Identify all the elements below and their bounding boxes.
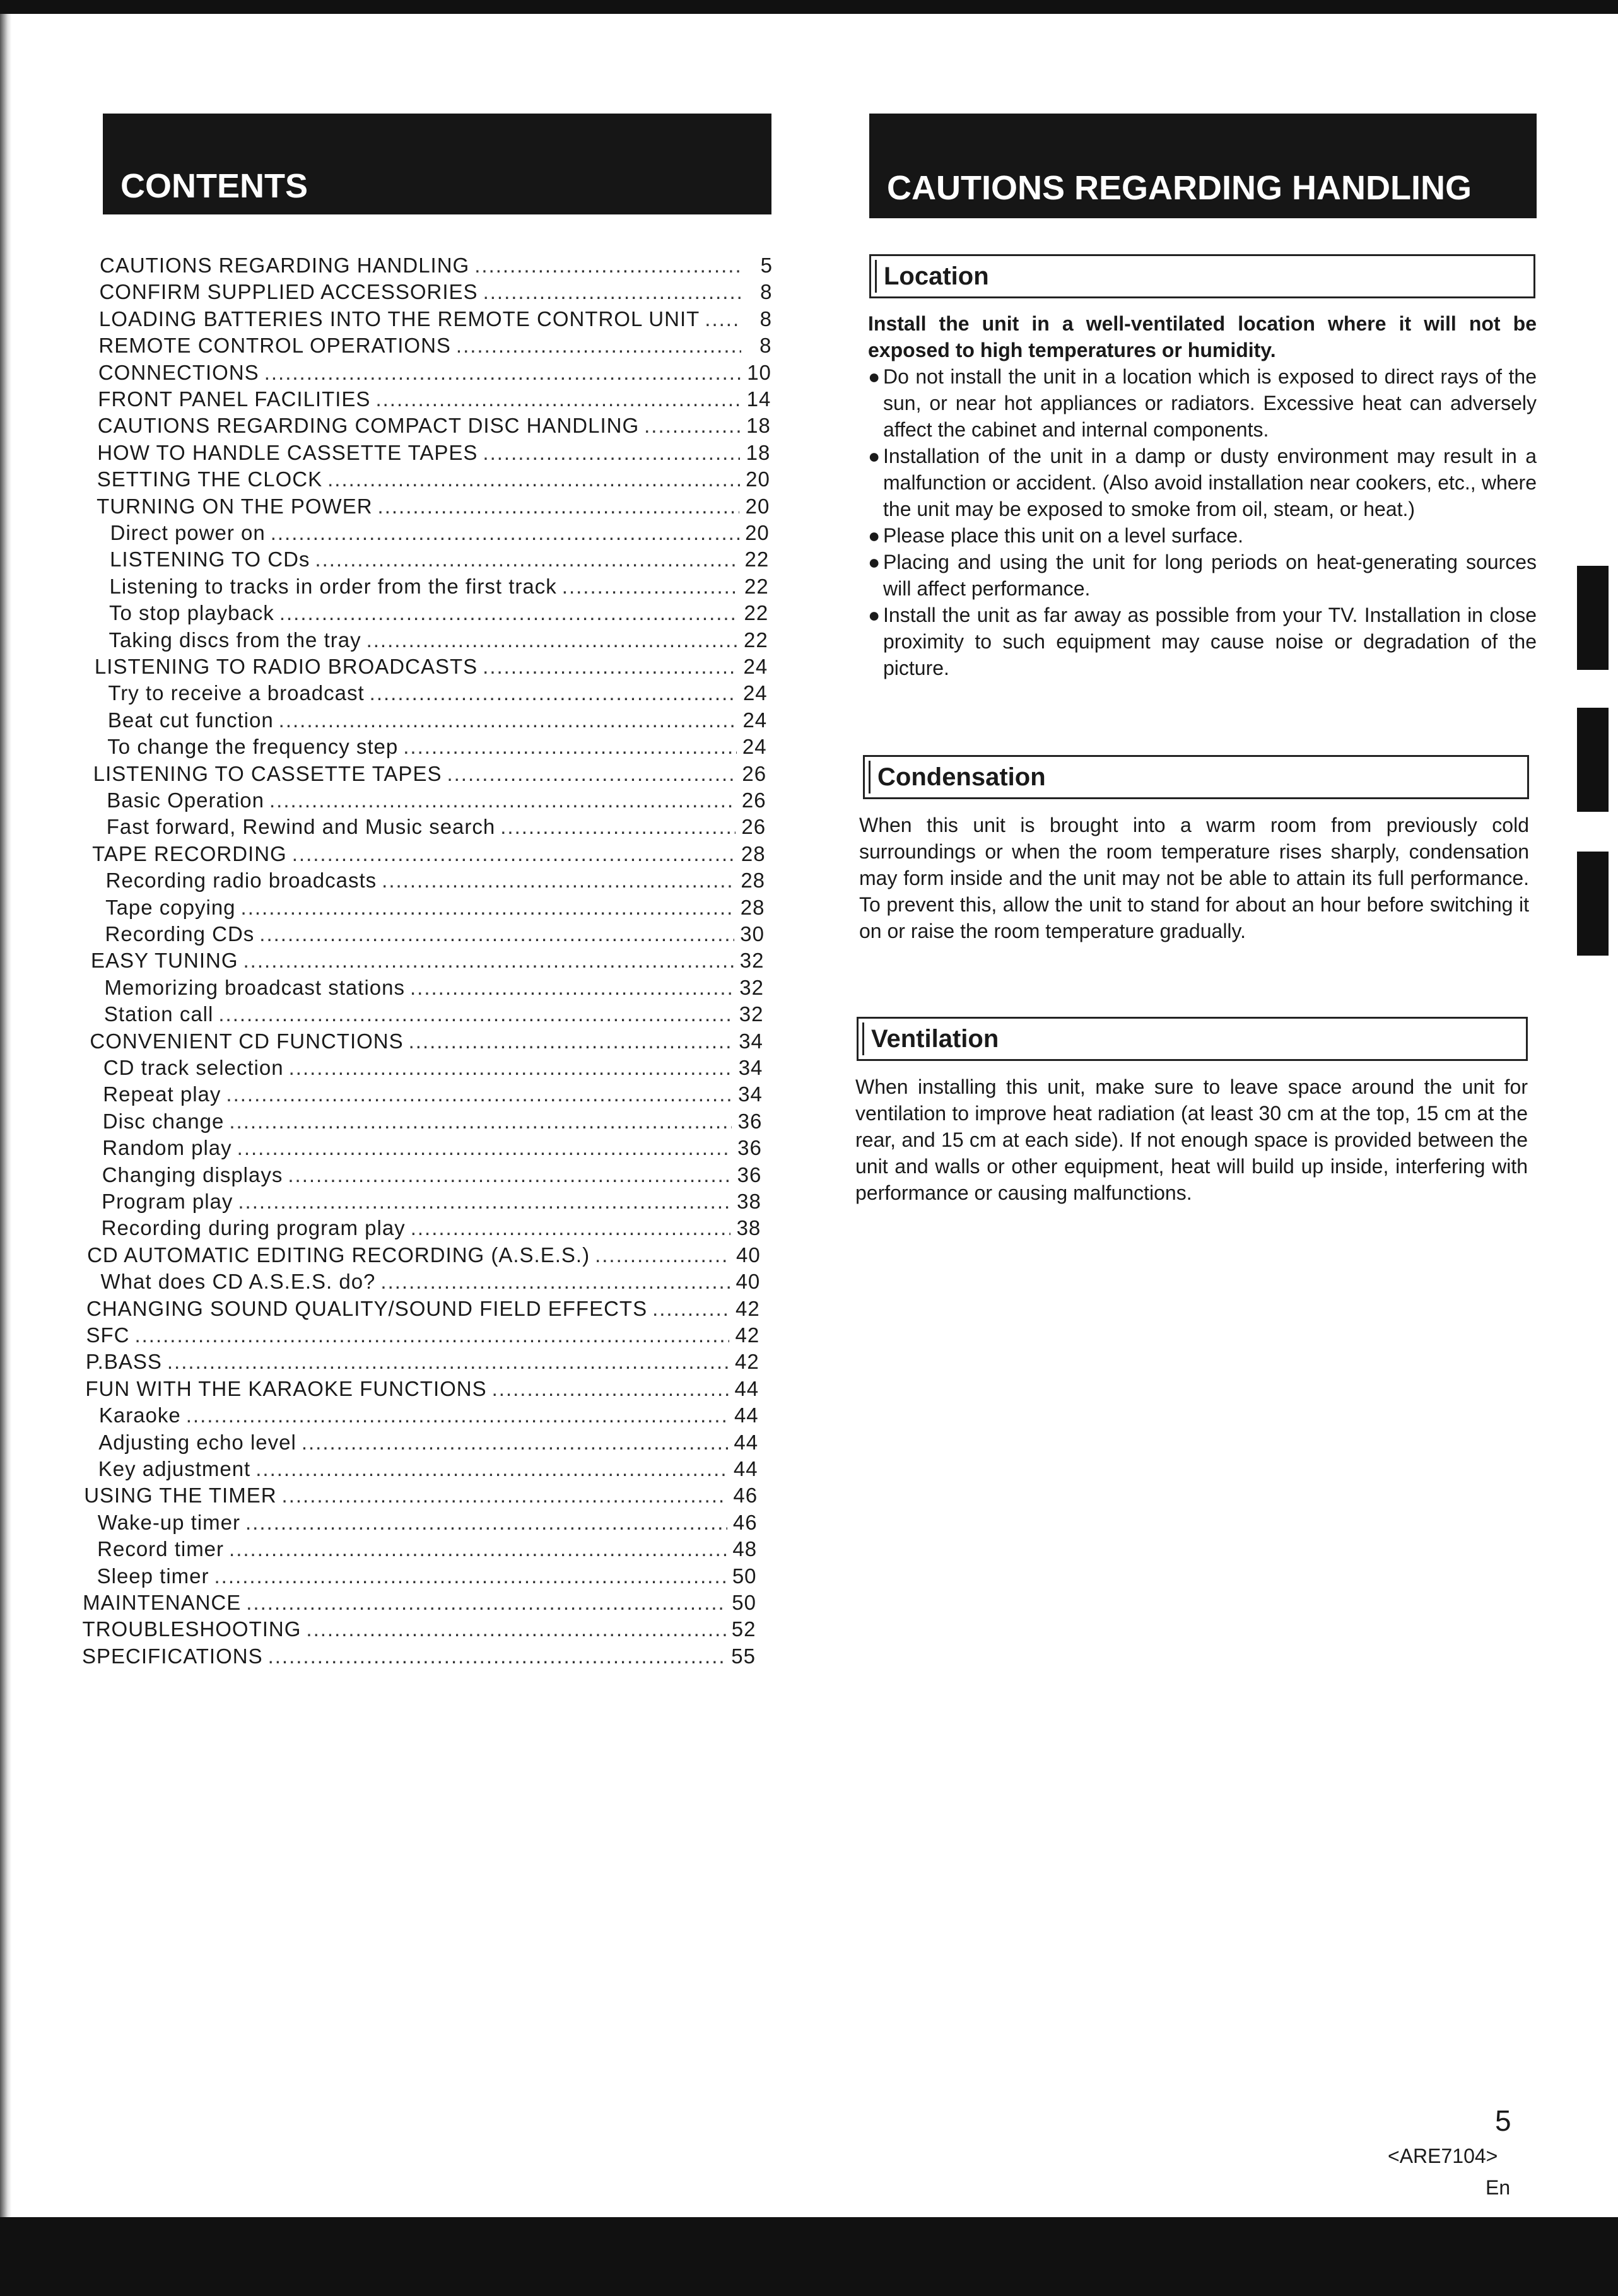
dot-leader (186, 1402, 729, 1429)
contents-header (103, 114, 771, 214)
bottom-edge-bar (0, 2217, 1618, 2296)
contents-item (98, 332, 771, 359)
contents-item (83, 1616, 756, 1643)
contents-item-page: 20 (745, 521, 770, 544)
scan-left-edge (0, 14, 11, 2217)
contents-item-title: Record timer (97, 1537, 225, 1561)
dot-leader (246, 1590, 726, 1616)
contents-item-title: TURNING ON THE POWER (97, 494, 373, 518)
dot-leader (366, 627, 738, 653)
contents-item-title: Key adjustment (98, 1457, 251, 1480)
contents-item-title: HOW TO HANDLE CASSETTE TAPES (97, 440, 478, 464)
contents-item-title: FUN WITH THE KARAOKE FUNCTIONS (85, 1376, 487, 1400)
contents-item-page: 26 (741, 788, 766, 812)
ventilation-text: When installing this unit, make sure to leave space around the unit for ventilation to improve heat radiation (at least 30 cm at the top, 15 cm at the rear, and 15 cm at each side). If not enough space is provided between the unit and walls or other equipment, heat will build up inside, interfering with performance or causing malfunctions. (855, 1075, 1528, 1204)
contents-item (93, 761, 766, 787)
contents-item-title: Disc change (102, 1109, 225, 1133)
contents-item-page: 34 (739, 1029, 763, 1053)
contents-item-title: Try to receive a broadcast (108, 681, 365, 705)
contents-item (107, 814, 766, 840)
contents-item-page: 26 (742, 761, 767, 785)
contents-item-page: 24 (742, 681, 768, 705)
contents-item-title: Station call (103, 1002, 214, 1026)
dot-leader (382, 867, 735, 894)
contents-item-page: 34 (738, 1082, 763, 1106)
contents-item-page: 32 (739, 975, 764, 999)
contents-item-title: CAUTIONS REGARDING COMPACT DISC HANDLING (97, 414, 640, 438)
contents-item-page: 24 (742, 708, 768, 732)
contents-item (107, 787, 766, 814)
contents-item (108, 680, 767, 706)
dot-leader (271, 520, 739, 546)
contents-item-page: 44 (733, 1457, 758, 1480)
contents-item-title: Direct power on (110, 521, 266, 544)
contents-item (99, 279, 772, 305)
contents-item-page: 8 (759, 307, 772, 331)
contents-item-title: To stop playback (109, 601, 274, 625)
contents-item-title: CONVENIENT CD FUNCTIONS (90, 1029, 404, 1053)
contents-item-page: 30 (740, 922, 765, 946)
contents-item-page: 18 (746, 440, 771, 464)
contents-item-title: Taking discs from the tray (108, 628, 361, 652)
contents-item (103, 1081, 763, 1108)
contents-item-title: Program play (102, 1190, 233, 1213)
contents-item (103, 1055, 763, 1081)
contents-item (106, 867, 765, 894)
contents-item-title: LISTENING TO CDs (110, 548, 310, 571)
dot-leader (288, 1162, 731, 1188)
contents-item-page: 42 (735, 1323, 760, 1347)
dot-leader (595, 1242, 730, 1268)
contents-item-page: 24 (743, 655, 768, 678)
contents-item-page: 38 (736, 1216, 761, 1240)
dot-leader (292, 841, 736, 867)
contents-item-page: 18 (746, 414, 771, 438)
dot-leader (302, 1429, 728, 1456)
location-section (868, 310, 1537, 681)
contents-item-page: 24 (742, 735, 767, 759)
contents-item-page: 50 (732, 1564, 757, 1588)
contents-item-title: REMOTE CONTROL OPERATIONS (98, 334, 451, 358)
section-tab (1577, 566, 1609, 670)
contents-item-page: 28 (741, 869, 766, 893)
dot-leader (410, 975, 734, 1001)
contents-item-page: 26 (741, 815, 766, 839)
contents-item-page: 40 (736, 1243, 761, 1267)
dot-leader (167, 1349, 729, 1375)
contents-item-title: CAUTIONS REGARDING HANDLING (100, 254, 470, 277)
contents-item-title: Changing displays (102, 1163, 283, 1186)
contents-item-title: CHANGING SOUND QUALITY/SOUND FIELD EFFECTS (86, 1296, 648, 1320)
contents-item-title: LISTENING TO RADIO BROADCASTS (94, 655, 478, 678)
dot-leader (483, 653, 737, 680)
dot-leader (306, 1616, 725, 1643)
model-code: <ARE7104> (1388, 2145, 1498, 2167)
dot-leader (370, 680, 737, 706)
contents-item-page: 42 (734, 1350, 759, 1374)
dot-leader (492, 1376, 729, 1402)
ventilation-heading-label: Ventilation (871, 1024, 999, 1053)
contents-item-page: 44 (734, 1403, 759, 1427)
dot-leader (644, 413, 741, 439)
contents-item (87, 1242, 761, 1268)
contents-item-title: Recording during program play (101, 1216, 406, 1240)
dot-leader (500, 814, 736, 840)
condensation-heading (863, 755, 1529, 799)
contents-item-title: Memorizing broadcast stations (104, 975, 405, 999)
dot-leader (245, 1509, 727, 1536)
contents-item (98, 1456, 758, 1482)
contents-item-title: LOADING BATTERIES INTO THE REMOTE CONTROL UNIT (98, 307, 700, 331)
contents-item-title: Listening to tracks in order from the first track (109, 574, 557, 598)
dot-leader (483, 279, 742, 305)
contents-item (83, 1590, 756, 1616)
contents-item-title: FRONT PANEL FACILITIES (98, 387, 371, 411)
dot-leader (237, 1135, 732, 1161)
dot-leader (375, 386, 741, 413)
contents-item (90, 1028, 763, 1055)
contents-item (86, 1322, 759, 1349)
location-heading (869, 254, 1535, 298)
contents-item (99, 306, 772, 332)
contents-item (92, 841, 765, 867)
bullet-icon: ● (868, 524, 881, 547)
dot-leader (214, 1563, 727, 1590)
contents-item-page: 20 (745, 494, 770, 518)
contents-item-title: CONFIRM SUPPLIED ACCESSORIES (99, 280, 478, 304)
contents-item (110, 573, 769, 600)
contents-item-title: Random play (102, 1136, 232, 1160)
bullet-icon: ● (868, 551, 881, 573)
contents-item (110, 520, 770, 546)
contents-item (97, 1563, 757, 1590)
contents-item-page: 14 (746, 387, 771, 411)
contents-item-title: Sleep timer (97, 1564, 209, 1588)
contents-item (98, 1429, 758, 1456)
contents-item-page: 22 (744, 628, 768, 652)
dot-leader (652, 1296, 730, 1322)
contents-item (91, 947, 765, 974)
contents-item (98, 360, 771, 386)
dot-leader (447, 761, 736, 787)
contents-item (98, 1509, 758, 1536)
contents-item-title: Repeat play (103, 1082, 221, 1106)
contents-item-title: P.BASS (85, 1350, 162, 1374)
contents-item (105, 894, 765, 921)
contents-item (84, 1482, 758, 1509)
location-bullet (868, 443, 1537, 522)
contents-item (108, 707, 767, 734)
dot-leader (562, 573, 739, 600)
section-tab (1577, 852, 1609, 956)
contents-item-title: LISTENING TO CASSETTE TAPES (93, 761, 442, 785)
contents-item (82, 1643, 756, 1670)
contents-item (98, 413, 771, 439)
dot-leader (259, 921, 734, 947)
dot-leader (409, 1028, 733, 1055)
contents-item-page: 22 (744, 574, 769, 598)
dot-leader (279, 600, 738, 626)
location-bullet (868, 549, 1537, 602)
location-bullet-text: Install the unit as far away as possible from your TV. Installation in close proximity to such equipment may cause noise or degradation of the picture. (883, 604, 1537, 679)
contents-item-page: 8 (759, 334, 772, 358)
bullet-icon: ● (868, 604, 881, 626)
contents-item (101, 1268, 761, 1295)
location-bullet-text: Do not install the unit in a location which is exposed to direct rays of the sun, or near hot appliances or radiators. Excessive heat can adversely affect the cabinet and internal components. (883, 365, 1537, 441)
contents-item-page: 42 (736, 1296, 760, 1320)
dot-leader (456, 332, 742, 359)
contents-item-title: Karaoke (98, 1403, 181, 1427)
contents-item-title: Basic Operation (107, 788, 265, 812)
dot-leader (380, 1268, 730, 1295)
contents-item-page: 46 (733, 1484, 758, 1508)
dot-leader (264, 360, 741, 386)
dot-leader (403, 734, 736, 760)
bullet-icon: ● (868, 445, 881, 467)
location-bullet (868, 602, 1537, 681)
contents-item-page: 48 (732, 1537, 758, 1561)
contents-item (103, 1108, 763, 1135)
contents-item (108, 627, 768, 653)
contents-item (95, 653, 768, 680)
contents-item-page: 46 (732, 1510, 758, 1534)
dot-leader (268, 1643, 725, 1670)
contents-item (104, 1001, 764, 1028)
dot-leader (279, 707, 737, 734)
condensation-heading-label: Condensation (877, 763, 1046, 791)
contents-item-title: What does CD A.S.E.S. do? (100, 1270, 376, 1294)
location-heading-label: Location (884, 262, 989, 290)
contents-item-page: 22 (744, 601, 769, 625)
contents-item (105, 921, 765, 947)
contents-item-title: SETTING THE CLOCK (97, 467, 323, 491)
contents-item-page: 34 (738, 1056, 763, 1079)
contents-item-page: 22 (744, 548, 770, 571)
dot-leader (229, 1108, 732, 1135)
dot-leader (134, 1322, 729, 1349)
ventilation-heading (857, 1017, 1528, 1061)
contents-item (97, 493, 770, 520)
location-bullet-text: Installation of the unit in a damp or dusty environment may result in a malfunction or accident. (Also avoid installation near cookers, etc., where the unit may be exposed to smoke from oil, steam, or heat.) (883, 445, 1537, 520)
dot-leader (315, 546, 739, 573)
contents-item-title: Recording CDs (105, 922, 255, 946)
contents-item-page: 32 (739, 1002, 764, 1026)
dot-leader (483, 440, 740, 466)
contents-item-page: 5 (760, 254, 773, 277)
contents-item-title: Adjusting echo level (98, 1430, 296, 1454)
contents-item-title: CD track selection (103, 1056, 284, 1079)
contents-item-title: EASY TUNING (91, 949, 238, 973)
contents-item-title: TROUBLESHOOTING (82, 1617, 302, 1641)
dot-leader (705, 306, 742, 332)
contents-item-page: 44 (734, 1376, 759, 1400)
contents-item (99, 1402, 759, 1429)
dot-leader (474, 252, 742, 279)
contents-item-title: CD AUTOMATIC EDITING RECORDING (A.S.E.S.) (87, 1243, 590, 1267)
contents-item-title: Recording radio broadcasts (105, 869, 377, 893)
contents-item (102, 1215, 761, 1241)
contents-item (102, 1188, 761, 1215)
contents-item-page: 10 (747, 360, 771, 384)
contents-item-page: 55 (731, 1644, 756, 1668)
contents-item-page: 36 (737, 1136, 762, 1160)
contents-item-title: CONNECTIONS (98, 360, 259, 384)
dot-leader (229, 1536, 727, 1562)
contents-item-page: 50 (732, 1591, 757, 1614)
cautions-header (869, 114, 1537, 218)
contents-item (86, 1349, 759, 1375)
contents-item-page: 20 (746, 467, 770, 491)
contents-item-title: To change the frequency step (107, 735, 399, 759)
contents-item-page: 52 (731, 1617, 756, 1641)
language-code: En (1486, 2176, 1511, 2199)
contents-item-title: MAINTENANCE (83, 1591, 242, 1614)
contents-item (102, 1135, 762, 1161)
dot-leader (226, 1081, 732, 1108)
contents-item-title: SPECIFICATIONS (82, 1644, 263, 1668)
page-number: 5 (1495, 2104, 1511, 2137)
contents-item-page: 28 (741, 841, 766, 865)
contents-title: CONTENTS (120, 167, 308, 205)
contents-item-page: 32 (739, 949, 765, 973)
dot-leader (243, 947, 734, 974)
section-tab (1577, 708, 1609, 812)
dot-leader (411, 1215, 731, 1241)
contents-item (110, 546, 769, 573)
contents-item-title: Fast forward, Rewind and Music search (106, 815, 496, 839)
contents-item (97, 440, 770, 466)
cautions-title: CAUTIONS REGARDING HANDLING (887, 169, 1472, 207)
contents-item-title: Tape copying (105, 895, 236, 919)
dot-leader (238, 1188, 730, 1215)
contents-item-page: 36 (737, 1109, 763, 1133)
contents-item (97, 1536, 757, 1562)
dot-leader (269, 787, 736, 814)
contents-item (97, 466, 770, 493)
contents-item (104, 975, 764, 1001)
dot-leader (255, 1456, 727, 1482)
contents-item (100, 252, 773, 279)
dot-leader (327, 466, 740, 493)
location-bullet (868, 363, 1537, 443)
contents-item (102, 1162, 762, 1188)
location-bullet-text: Please place this unit on a level surface. (883, 524, 1243, 547)
contents-item-page: 44 (734, 1430, 759, 1454)
contents-item (85, 1376, 759, 1402)
dot-leader (282, 1482, 728, 1509)
location-intro: Install the unit in a well-ventilated location where it will not be exposed to high temperatures or humidity. (868, 312, 1537, 361)
top-edge-bar (0, 0, 1618, 14)
bullet-icon: ● (868, 365, 881, 388)
contents-item-page: 38 (737, 1190, 761, 1213)
location-bullet-text: Placing and using the unit for long periods on heat-generating sources will affect performance. (883, 551, 1537, 600)
contents-item-page: 36 (737, 1163, 762, 1186)
contents-item-title: SFC (86, 1323, 130, 1347)
location-bullet (868, 522, 1537, 549)
contents-item (109, 600, 768, 626)
contents-item-title: USING THE TIMER (84, 1484, 277, 1508)
contents-item-page: 28 (740, 895, 765, 919)
contents-item-page: 40 (736, 1270, 761, 1294)
contents-item-title: TAPE RECORDING (92, 841, 287, 865)
contents-item (107, 734, 766, 760)
dot-leader (241, 894, 735, 921)
condensation-text: When this unit is brought into a warm room from previously cold surroundings or when the room temperature rises sharply, condensation may form inside and the unit may not be able to attain its full performance. To prevent this, allow the unit to stand for about an hour before switching it on or raise the room temperature gradually. (859, 814, 1529, 942)
dot-leader (218, 1001, 733, 1028)
contents-item (86, 1296, 760, 1322)
dot-leader (289, 1055, 733, 1081)
contents-item (98, 386, 771, 413)
contents-item-page: 8 (760, 280, 773, 304)
contents-item-title: Beat cut function (107, 708, 274, 732)
dot-leader (378, 493, 740, 520)
contents-item-title: Wake-up timer (97, 1510, 241, 1534)
